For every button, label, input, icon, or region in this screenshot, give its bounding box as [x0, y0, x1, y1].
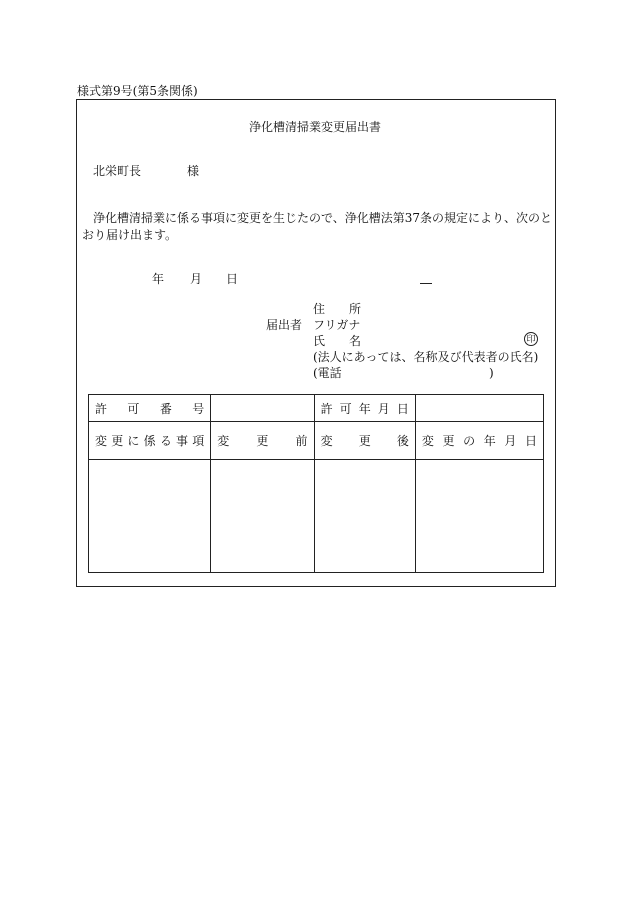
change-item-label-cell	[89, 422, 211, 460]
permit-number-label: 許 可 番 号	[95, 401, 205, 416]
permit-number-label-cell	[89, 395, 211, 422]
form-number: 様式第9号(第5条関係)	[77, 84, 198, 98]
date-month: 月	[190, 272, 203, 286]
permit-date-label-cell	[314, 395, 415, 422]
furigana-label: フリガナ	[313, 318, 361, 332]
change-date-label: 変 更 の 年 月 日	[421, 434, 537, 448]
change-date-entry-cell	[415, 460, 543, 573]
body-text-line-1: 浄化槽清掃業に係る事項に変更を生じたので、浄化槽法第37条の規定により、次のと	[93, 211, 553, 225]
document-title: 浄化槽清掃業変更届出書	[248, 120, 381, 134]
before-change-entry-cell	[211, 460, 314, 573]
applicant-label: 届出者	[266, 318, 303, 332]
addressee	[93, 164, 200, 178]
telephone-label: (電話	[313, 366, 342, 380]
seal-icon: 印	[524, 332, 538, 346]
telephone-close-paren: )	[489, 366, 494, 380]
table-row	[89, 422, 544, 460]
change-date-label-cell	[415, 422, 543, 460]
date-day: 日	[226, 272, 239, 286]
address-label: 住 所	[313, 302, 362, 316]
permit-number-value-cell	[211, 395, 314, 422]
corporation-note: (法人にあっては、名称及び代表者の氏名)	[313, 350, 539, 364]
addressee-honorific: 様	[187, 164, 200, 178]
before-change-label-cell	[211, 422, 314, 460]
after-change-label-cell	[314, 422, 415, 460]
change-table	[88, 394, 544, 573]
name-label: 氏 名	[313, 334, 362, 348]
dash-line	[420, 283, 432, 284]
table-row	[89, 460, 544, 573]
body-text-line-2: おり届け出ます。	[82, 228, 178, 242]
change-item-entry-cell	[89, 460, 211, 573]
permit-date-label: 許 可 年 月 日	[320, 401, 409, 416]
after-change-label: 変 更 後	[320, 434, 409, 448]
table-row	[89, 395, 544, 422]
change-item-label: 変 更 に 係 る 事 項	[95, 434, 205, 448]
date-year: 年	[152, 272, 165, 286]
before-change-label: 変 更 前	[217, 434, 308, 448]
addressee-name: 北栄町長	[93, 164, 142, 178]
permit-date-value-cell	[415, 395, 543, 422]
after-change-entry-cell	[314, 460, 415, 573]
telephone-field	[313, 366, 494, 380]
